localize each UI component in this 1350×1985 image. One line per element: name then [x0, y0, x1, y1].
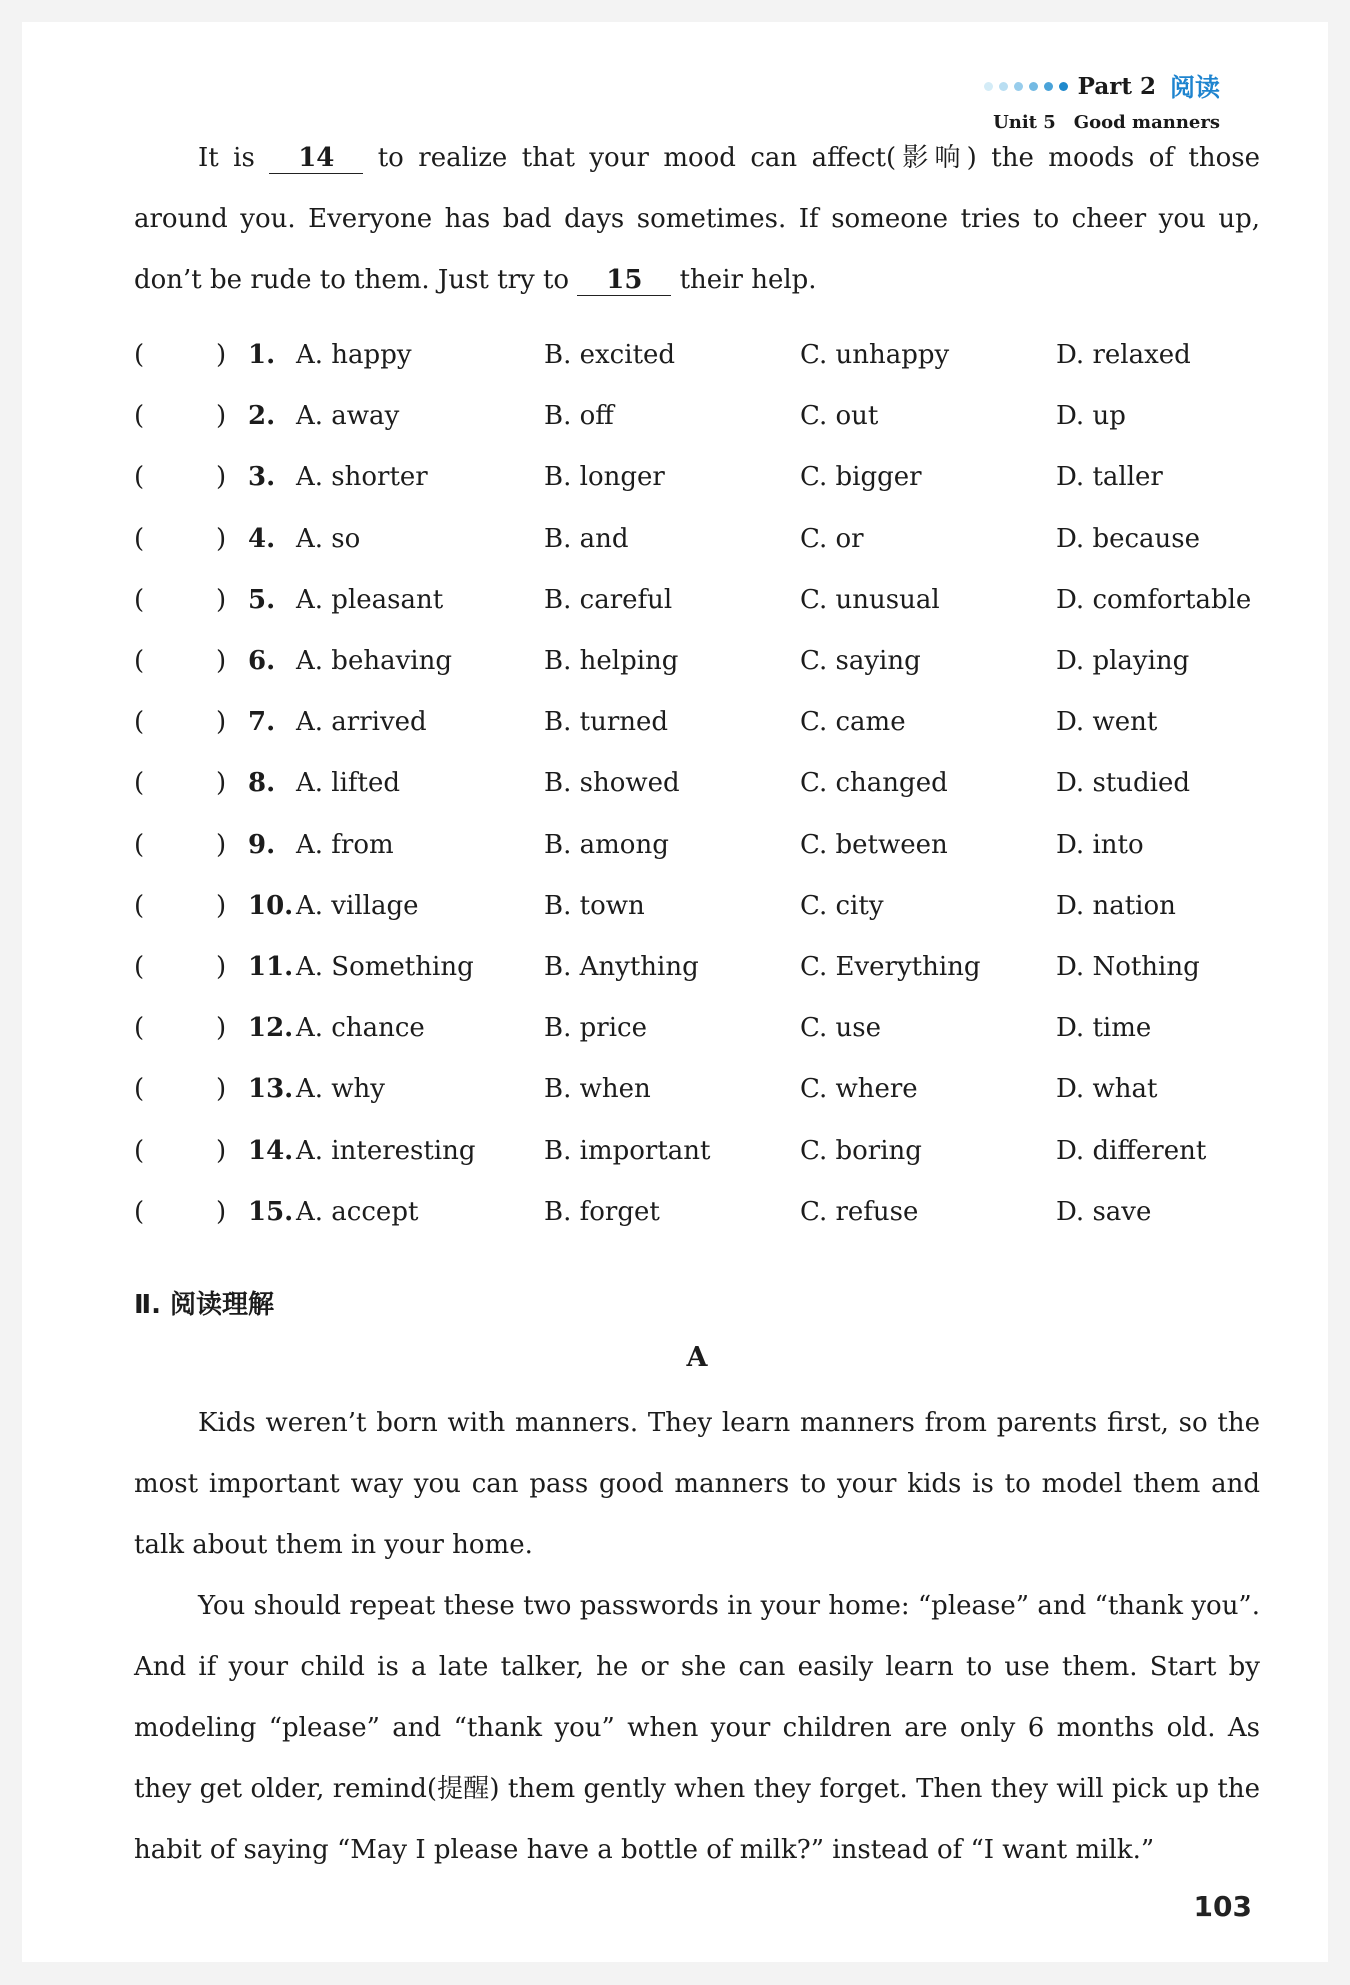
dot-icon — [1029, 82, 1038, 91]
question-row — [134, 891, 1260, 931]
option-a: A. chance — [296, 1013, 425, 1044]
option-d: D. different — [1056, 1135, 1207, 1166]
option-a: A. why — [296, 1074, 385, 1105]
option-a: A. lifted — [296, 768, 401, 799]
question-number: 5. — [248, 584, 276, 615]
answer-paren-open: ( — [134, 462, 145, 493]
option-c: C. bigger — [800, 462, 922, 493]
option-b: B. important — [544, 1135, 711, 1166]
answer-paren-close: ) — [216, 768, 227, 799]
page-number: 103 — [1193, 1890, 1252, 1923]
answer-paren-open: ( — [134, 829, 145, 860]
answer-paren-close: ) — [216, 952, 227, 982]
option-c: C. use — [800, 1013, 881, 1044]
dot-icon — [984, 82, 993, 91]
question-number: 8. — [248, 768, 276, 799]
unit-title: Good manners — [1073, 112, 1220, 133]
option-b: B. town — [544, 890, 645, 921]
question-number: 13. — [248, 1074, 294, 1105]
option-c: C. Everything — [800, 952, 981, 982]
option-b: B. turned — [544, 707, 669, 738]
option-b: B. careful — [544, 584, 673, 615]
option-c: C. or — [800, 523, 864, 554]
running-header — [984, 68, 1220, 133]
option-b: B. and — [544, 523, 629, 554]
blank-15: 15 — [577, 265, 671, 296]
question-row — [134, 952, 1260, 992]
question-row — [134, 401, 1260, 441]
option-a: A. accept — [296, 1196, 419, 1227]
option-c: C. where — [800, 1074, 918, 1105]
blank-14: 14 — [269, 143, 363, 174]
answer-paren-open: ( — [134, 952, 145, 982]
option-a: A. happy — [296, 340, 412, 370]
text-segment: their help. — [679, 265, 817, 295]
question-row — [134, 707, 1260, 747]
section-title: Ⅱ. 阅读理解 — [134, 1290, 275, 1320]
question-number: 14. — [248, 1135, 294, 1166]
option-b: B. helping — [544, 646, 679, 676]
answer-paren-open: ( — [134, 340, 145, 370]
option-d: D. what — [1056, 1074, 1158, 1105]
answer-paren-open: ( — [134, 1135, 145, 1166]
question-number: 7. — [248, 707, 276, 738]
part-chinese-label: 阅读 — [1169, 73, 1220, 102]
passage-paragraph-2: You should repeat these two passwords in your home: “please” and “thank you”. And if your child is a late talker, he or she can easily learn to use them. Start by modeling “please” and “thank you” when your children are only 6 months old. As they get older, remind(提醒) them gently when they forget. Then they will pick up the habit of saying “May I please have a bottle of milk?” instead of “I want milk.” — [134, 1591, 1260, 1865]
option-c: C. changed — [800, 768, 948, 799]
option-d: D. went — [1056, 707, 1158, 738]
question-row — [134, 1074, 1260, 1114]
option-c: C. unhappy — [800, 340, 950, 370]
option-d: D. comfortable — [1056, 584, 1252, 615]
option-b: B. price — [544, 1013, 647, 1044]
question-number: 11. — [248, 952, 294, 982]
option-d: D. time — [1056, 1013, 1152, 1044]
option-a: A. arrived — [296, 707, 427, 738]
question-number: 10. — [248, 890, 294, 921]
answer-paren-close: ) — [216, 523, 227, 554]
workbook-page — [22, 22, 1328, 1962]
option-b: B. Anything — [544, 952, 699, 982]
option-a: A. interesting — [296, 1135, 476, 1166]
option-d: D. nation — [1056, 890, 1176, 921]
question-row — [134, 646, 1260, 686]
dot-icon — [1044, 82, 1053, 91]
option-c: C. between — [800, 829, 948, 860]
option-c: C. refuse — [800, 1196, 919, 1227]
option-a: A. behaving — [296, 646, 452, 676]
dot-icon — [1014, 82, 1023, 91]
option-c: C. out — [800, 401, 879, 432]
option-a: A. from — [296, 829, 394, 860]
answer-paren-close: ) — [216, 829, 227, 860]
option-c: C. came — [800, 707, 906, 738]
answer-paren-close: ) — [216, 584, 227, 615]
passage-label: A — [686, 1342, 708, 1373]
question-number: 4. — [248, 523, 276, 554]
text-segment: It is — [198, 143, 255, 173]
question-number: 9. — [248, 829, 276, 860]
question-row — [134, 524, 1260, 564]
answer-paren-open: ( — [134, 1013, 145, 1044]
question-row — [134, 462, 1260, 502]
answer-paren-close: ) — [216, 1074, 227, 1105]
question-row — [134, 1197, 1260, 1237]
option-b: B. showed — [544, 768, 680, 799]
question-number: 3. — [248, 462, 276, 493]
question-row — [134, 830, 1260, 870]
option-a: A. pleasant — [296, 584, 444, 615]
option-b: B. excited — [544, 340, 676, 370]
question-number: 12. — [248, 1013, 294, 1044]
option-a: A. away — [296, 401, 400, 432]
answer-paren-open: ( — [134, 1196, 145, 1227]
answer-paren-open: ( — [134, 646, 145, 676]
option-a: A. so — [296, 523, 361, 554]
answer-paren-close: ) — [216, 646, 227, 676]
option-b: B. longer — [544, 462, 665, 493]
answer-paren-open: ( — [134, 523, 145, 554]
option-d: D. Nothing — [1056, 952, 1200, 982]
option-d: D. playing — [1056, 646, 1190, 676]
option-d: D. studied — [1056, 768, 1190, 799]
option-a: A. village — [296, 890, 419, 921]
option-b: B. forget — [544, 1196, 660, 1227]
question-number: 1. — [248, 340, 276, 370]
option-d: D. into — [1056, 829, 1144, 860]
option-a: A. Something — [296, 952, 474, 982]
answer-paren-open: ( — [134, 890, 145, 921]
option-b: B. when — [544, 1074, 651, 1105]
question-row — [134, 585, 1260, 625]
option-d: D. because — [1056, 523, 1201, 554]
answer-paren-close: ) — [216, 462, 227, 493]
dot-icon — [999, 82, 1008, 91]
cloze-passage-ending — [134, 128, 1260, 311]
option-a: A. shorter — [296, 462, 428, 493]
answer-paren-open: ( — [134, 1074, 145, 1105]
answer-paren-close: ) — [216, 1013, 227, 1044]
question-row — [134, 340, 1260, 380]
answer-paren-open: ( — [134, 768, 145, 799]
question-row — [134, 768, 1260, 808]
question-row — [134, 1013, 1260, 1053]
option-c: C. saying — [800, 646, 921, 676]
option-c: C. city — [800, 890, 884, 921]
text-segment: to realize that your mood can affect(影响) the moods of those around you. Everyone has bad days sometimes. If someone tries to cheer you up, don’t be rude to them. Just try to — [134, 143, 1260, 295]
answer-paren-open: ( — [134, 401, 145, 432]
question-number: 2. — [248, 401, 276, 432]
question-row — [134, 1136, 1260, 1176]
option-d: D. relaxed — [1056, 340, 1191, 370]
answer-paren-close: ) — [216, 1196, 227, 1227]
option-b: B. off — [544, 401, 614, 432]
option-d: D. taller — [1056, 462, 1163, 493]
option-c: C. boring — [800, 1135, 922, 1166]
unit-number: Unit 5 — [993, 112, 1056, 133]
option-d: D. save — [1056, 1196, 1152, 1227]
answer-paren-close: ) — [216, 707, 227, 738]
answer-paren-open: ( — [134, 584, 145, 615]
answer-paren-close: ) — [216, 401, 227, 432]
part-label: Part 2 — [1077, 72, 1156, 100]
option-b: B. among — [544, 829, 669, 860]
answer-paren-close: ) — [216, 1135, 227, 1166]
question-number: 6. — [248, 646, 276, 676]
dot-icon — [1059, 82, 1068, 91]
answer-paren-open: ( — [134, 707, 145, 738]
decorative-dots — [984, 82, 1068, 91]
question-number: 15. — [248, 1196, 294, 1227]
option-c: C. unusual — [800, 584, 940, 615]
option-d: D. up — [1056, 401, 1126, 432]
passage-paragraph-1: Kids weren’t born with manners. They learn manners from parents first, so the most important way you can pass good manners to your kids is to model them and talk about them in your home. — [134, 1408, 1260, 1560]
answer-paren-close: ) — [216, 340, 227, 370]
answer-paren-close: ) — [216, 890, 227, 921]
